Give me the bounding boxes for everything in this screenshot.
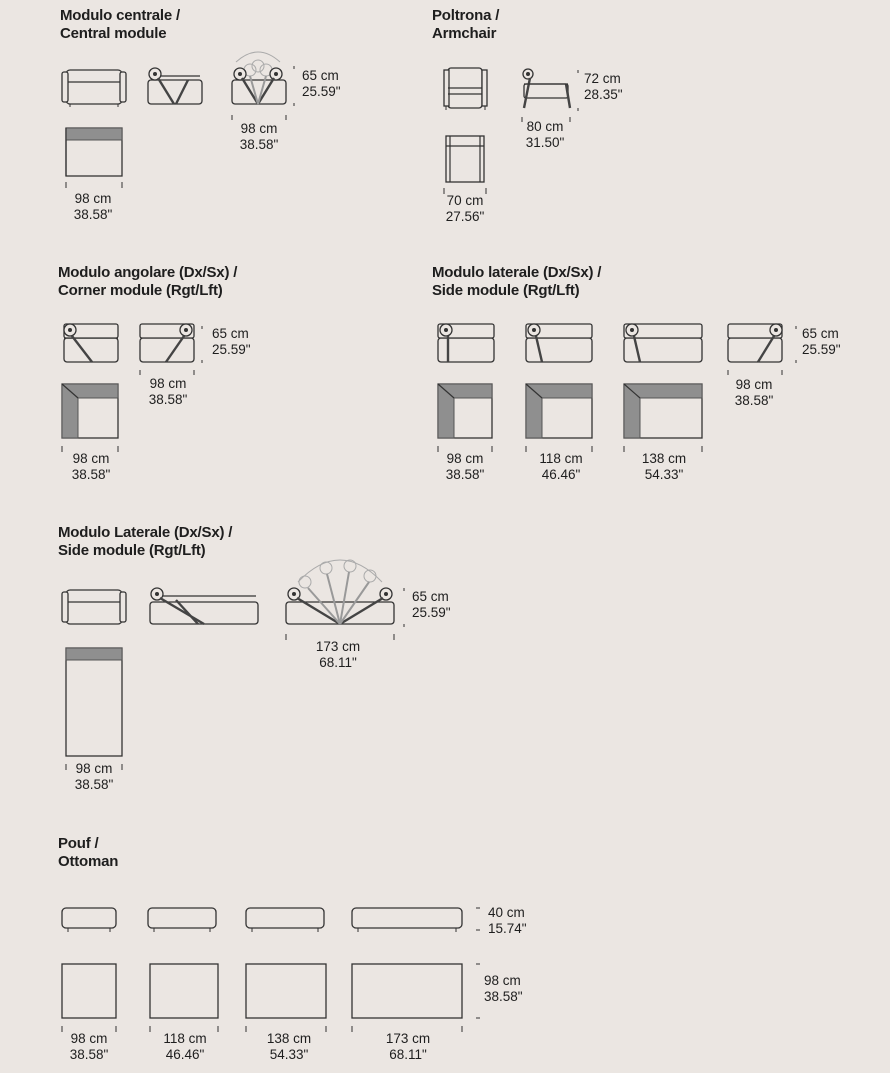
dim-cm: 80 cm <box>526 119 564 134</box>
dim-cm: 98 cm <box>446 451 484 466</box>
side-front-view-1 <box>438 324 494 362</box>
side-width-dim-3 <box>629 451 699 483</box>
dim-in: 38.58" <box>71 467 111 482</box>
central-module-drawings <box>62 52 294 188</box>
dim-cm: 138 cm <box>266 1031 312 1046</box>
side-height-dim <box>802 326 841 358</box>
dim-in: 54.33" <box>269 1047 309 1062</box>
long-top-view <box>66 648 122 770</box>
corner-module-title <box>58 264 237 300</box>
central-width-dim <box>58 191 128 223</box>
ottoman-top-views <box>62 964 480 1032</box>
armchair-top-view <box>444 136 486 194</box>
armchair-width-dim <box>432 193 498 225</box>
title-en: Central module <box>60 25 167 42</box>
long-height-dim <box>412 589 451 621</box>
side-top-view-2 <box>526 384 592 452</box>
dim-in: 38.58" <box>239 137 279 152</box>
central-height-dim <box>302 68 341 100</box>
long-recline-view <box>286 560 404 640</box>
dim-cm: 72 cm <box>584 71 621 86</box>
dim-in: 38.58" <box>69 1047 109 1062</box>
dim-cm: 98 cm <box>735 377 773 392</box>
dim-in: 38.58" <box>484 989 523 1004</box>
dim-in: 38.58" <box>148 392 188 407</box>
dim-cm: 118 cm <box>163 1031 207 1046</box>
title-en: Side module (Rgt/Lft) <box>432 282 580 299</box>
armchair-side-view <box>522 69 578 122</box>
central-side-view <box>148 68 202 104</box>
side-depth-dim <box>719 377 789 409</box>
dim-cm: 98 cm <box>484 973 521 988</box>
dim-in: 15.74" <box>488 921 527 936</box>
dim-in: 46.46" <box>541 467 581 482</box>
long-width-dim <box>59 761 129 793</box>
armchair-front-view <box>444 68 487 110</box>
long-front-view <box>62 590 126 624</box>
dim-in: 28.35" <box>584 87 623 102</box>
dim-in: 68.11" <box>319 655 357 670</box>
dim-cm: 98 cm <box>72 451 110 466</box>
dim-cm: 65 cm <box>212 326 249 341</box>
dim-cm: 98 cm <box>70 1031 108 1046</box>
dim-in: 46.46" <box>165 1047 205 1062</box>
side-front-view-2 <box>526 324 592 362</box>
dim-in: 68.11" <box>389 1047 427 1062</box>
central-front-view <box>62 70 126 107</box>
long-length-dim <box>302 639 374 671</box>
title-it: Poltrona / <box>432 7 500 24</box>
title-en: Ottoman <box>58 853 119 870</box>
dim-cm: 98 cm <box>74 191 112 206</box>
title-it: Modulo Laterale (Dx/Sx) / <box>58 524 233 541</box>
corner-height-dim <box>212 326 251 358</box>
armchair-height-dim <box>584 71 623 103</box>
corner-front-view-1 <box>64 324 118 362</box>
dim-cm: 65 cm <box>302 68 339 83</box>
ottoman-width-dim-2 <box>150 1031 220 1063</box>
title-en: Corner module (Rgt/Lft) <box>58 282 223 299</box>
dim-cm: 118 cm <box>539 451 583 466</box>
central-recline-view <box>232 52 294 120</box>
dim-in: 31.50" <box>525 135 565 150</box>
title-it: Modulo laterale (Dx/Sx) / <box>432 264 602 281</box>
ottoman-front-views <box>62 908 480 932</box>
corner-depth-dim <box>133 376 203 408</box>
dim-in: 25.59" <box>412 605 451 620</box>
armchair-depth-dim <box>512 119 578 151</box>
title-it: Pouf / <box>58 835 99 852</box>
dim-in: 38.58" <box>445 467 485 482</box>
ottoman-drawings <box>62 908 480 1032</box>
side-top-view-1 <box>438 384 492 452</box>
dim-cm: 65 cm <box>802 326 839 341</box>
side-width-dim-2 <box>526 451 596 483</box>
title-en: Side module (Rgt/Lft) <box>58 542 206 559</box>
dim-cm: 173 cm <box>315 639 361 654</box>
dim-cm: 70 cm <box>446 193 484 208</box>
dim-cm: 98 cm <box>149 376 187 391</box>
dim-in: 54.33" <box>644 467 684 482</box>
central-top-view <box>66 128 122 188</box>
title-it: Modulo angolare (Dx/Sx) / <box>58 264 238 281</box>
ottoman-width-dim-1 <box>54 1031 124 1063</box>
ottoman-height-dim <box>488 905 527 937</box>
side-side-view <box>728 324 796 375</box>
dim-in: 25.59" <box>302 84 341 99</box>
ottoman-title <box>58 835 118 871</box>
dim-cm: 40 cm <box>488 905 525 920</box>
dim-in: 38.58" <box>734 393 774 408</box>
long-side-module-title <box>58 524 232 560</box>
corner-front-view-2 <box>140 324 202 375</box>
ottoman-depth-dim <box>484 973 523 1005</box>
side-module-title <box>432 264 601 300</box>
long-side-view <box>150 588 258 624</box>
dim-in: 38.58" <box>74 777 114 792</box>
side-width-dim-1 <box>430 451 500 483</box>
ottoman-width-dim-3 <box>254 1031 324 1063</box>
dim-cm: 98 cm <box>240 121 278 136</box>
dim-in: 27.56" <box>445 209 485 224</box>
dim-cm: 138 cm <box>641 451 687 466</box>
dim-cm: 98 cm <box>75 761 113 776</box>
dim-cm: 65 cm <box>412 589 449 604</box>
armchair-title <box>432 7 499 43</box>
corner-top-view <box>62 384 118 452</box>
dim-cm: 173 cm <box>385 1031 431 1046</box>
side-top-view-3 <box>624 384 702 452</box>
central-depth-dim <box>224 121 294 153</box>
central-module-title <box>60 7 180 43</box>
title-en: Armchair <box>432 25 497 42</box>
dim-in: 38.58" <box>73 207 113 222</box>
dim-in: 25.59" <box>212 342 251 357</box>
corner-width-dim <box>56 451 126 483</box>
side-front-view-3 <box>624 324 702 362</box>
title-it: Modulo centrale / <box>60 7 180 24</box>
dim-in: 25.59" <box>802 342 841 357</box>
ottoman-width-dim-4 <box>372 1031 444 1063</box>
